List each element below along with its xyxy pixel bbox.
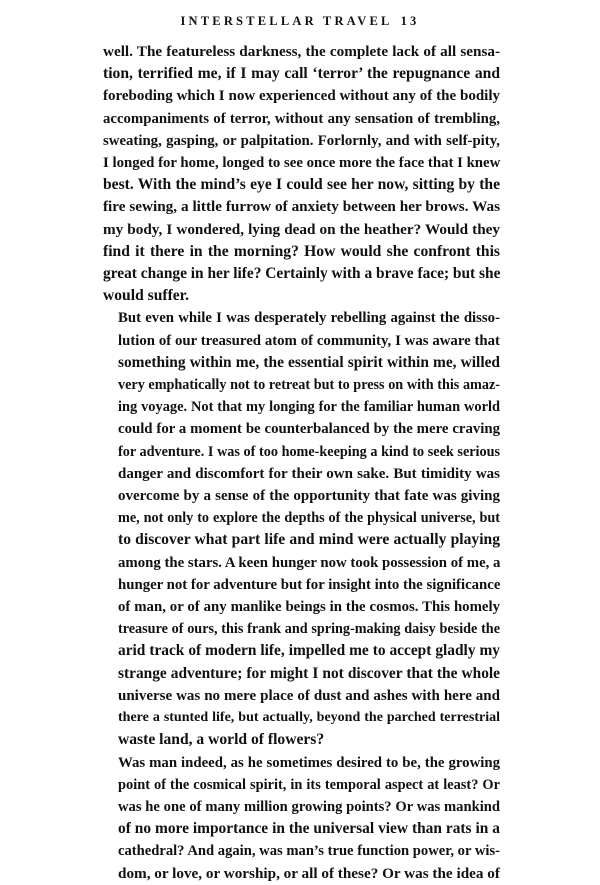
text-line: was he one of many million growing points? Or was mankind bbox=[118, 798, 500, 815]
text-line: for adventure. I was of too home-keeping a kind to seek serious bbox=[118, 443, 500, 460]
text-line: to discover what part life and mind were actually playing bbox=[118, 531, 500, 549]
text-line: foreboding which I now experienced without any of the bodily bbox=[103, 88, 500, 105]
text-line: tion, terrified me, if I may call ‘terror’ the repugnance and bbox=[103, 65, 500, 83]
text-line: very emphatically not to retreat but to press on with this amaz- bbox=[118, 377, 500, 394]
text-line: overcome by a sense of the opportunity that fate was giving bbox=[118, 488, 500, 505]
text-line: my body, I wondered, lying dead on the heather? Would they bbox=[103, 220, 500, 238]
text-line: dom, or love, or worship, or all of these? Or was the idea of bbox=[118, 864, 500, 882]
text-line: But even while I was desperately rebelling against the disso- bbox=[118, 310, 500, 327]
running-header bbox=[0, 14, 600, 29]
paragraph bbox=[103, 307, 500, 751]
running-header-title: INTERSTELLAR TRAVEL bbox=[180, 14, 393, 28]
text-line: danger and discomfort for their own sake. But timidity was bbox=[118, 465, 500, 482]
text-line: arid track of modern life, impelled me to accept gladly my bbox=[118, 642, 500, 660]
text-line: among the stars. A keen hunger now took possession of me, a bbox=[118, 554, 501, 571]
text-line: would suffer. bbox=[103, 287, 190, 305]
text-line: lution of our treasured atom of community, I was aware that bbox=[118, 332, 500, 349]
body-text bbox=[103, 41, 500, 885]
text-line: cathedral? And again, was man’s true function power, or wis- bbox=[118, 843, 500, 860]
text-line: accompaniments of terror, without any sensation of trembling, bbox=[103, 110, 500, 127]
text-line: point of the cosmical spirit, in its temporal aspect at least? Or bbox=[118, 776, 500, 793]
text-line: could for a moment be counterbalanced by the mere craving bbox=[118, 421, 500, 438]
text-line: there a stunted life, but actually, beyond the parched terrestrial bbox=[118, 710, 500, 726]
text-line: best. With the mind’s eye I could see her now, sitting by the bbox=[103, 176, 500, 194]
text-line: treasure of ours, this frank and spring-making daisy beside the bbox=[118, 621, 500, 638]
text-line: of man, or of any manlike beings in the cosmos. This homely bbox=[118, 599, 500, 616]
page-number: 13 bbox=[400, 14, 420, 28]
text-line: universe was no mere place of dust and ashes with here and bbox=[118, 687, 500, 704]
text-line: waste land, a world of flowers? bbox=[118, 731, 325, 749]
text-line: of no more importance in the universal view than rats in a bbox=[118, 820, 500, 838]
text-line: find it there in the morning? How would she confront this bbox=[103, 242, 500, 260]
paragraph bbox=[103, 752, 500, 885]
text-line: Was man indeed, as he sometimes desired to be, the growing bbox=[118, 754, 500, 771]
text-line: hunger not for adventure but for insight into the significance bbox=[118, 576, 501, 593]
text-line: great change in her life? Certainly with a brave face; but she bbox=[103, 265, 501, 283]
text-line: fire sewing, a little furrow of anxiety between her brows. Was bbox=[103, 198, 500, 216]
text-line: sweating, gasping, or palpitation. Forlornly, and with self-pity, bbox=[103, 132, 500, 149]
paragraph bbox=[103, 41, 500, 307]
text-line: ing voyage. Not that my longing for the familiar human world bbox=[118, 399, 500, 416]
text-line: me, not only to explore the depths of the physical universe, but bbox=[118, 510, 500, 527]
text-line: I longed for home, longed to see once more the face that I knew bbox=[103, 155, 501, 172]
text-line: well. The featureless darkness, the complete lack of all sensa- bbox=[103, 43, 500, 60]
text-line: strange adventure; for might I not discover that the whole bbox=[118, 664, 500, 682]
text-line: something within me, the essential spirit within me, willed bbox=[118, 353, 500, 371]
